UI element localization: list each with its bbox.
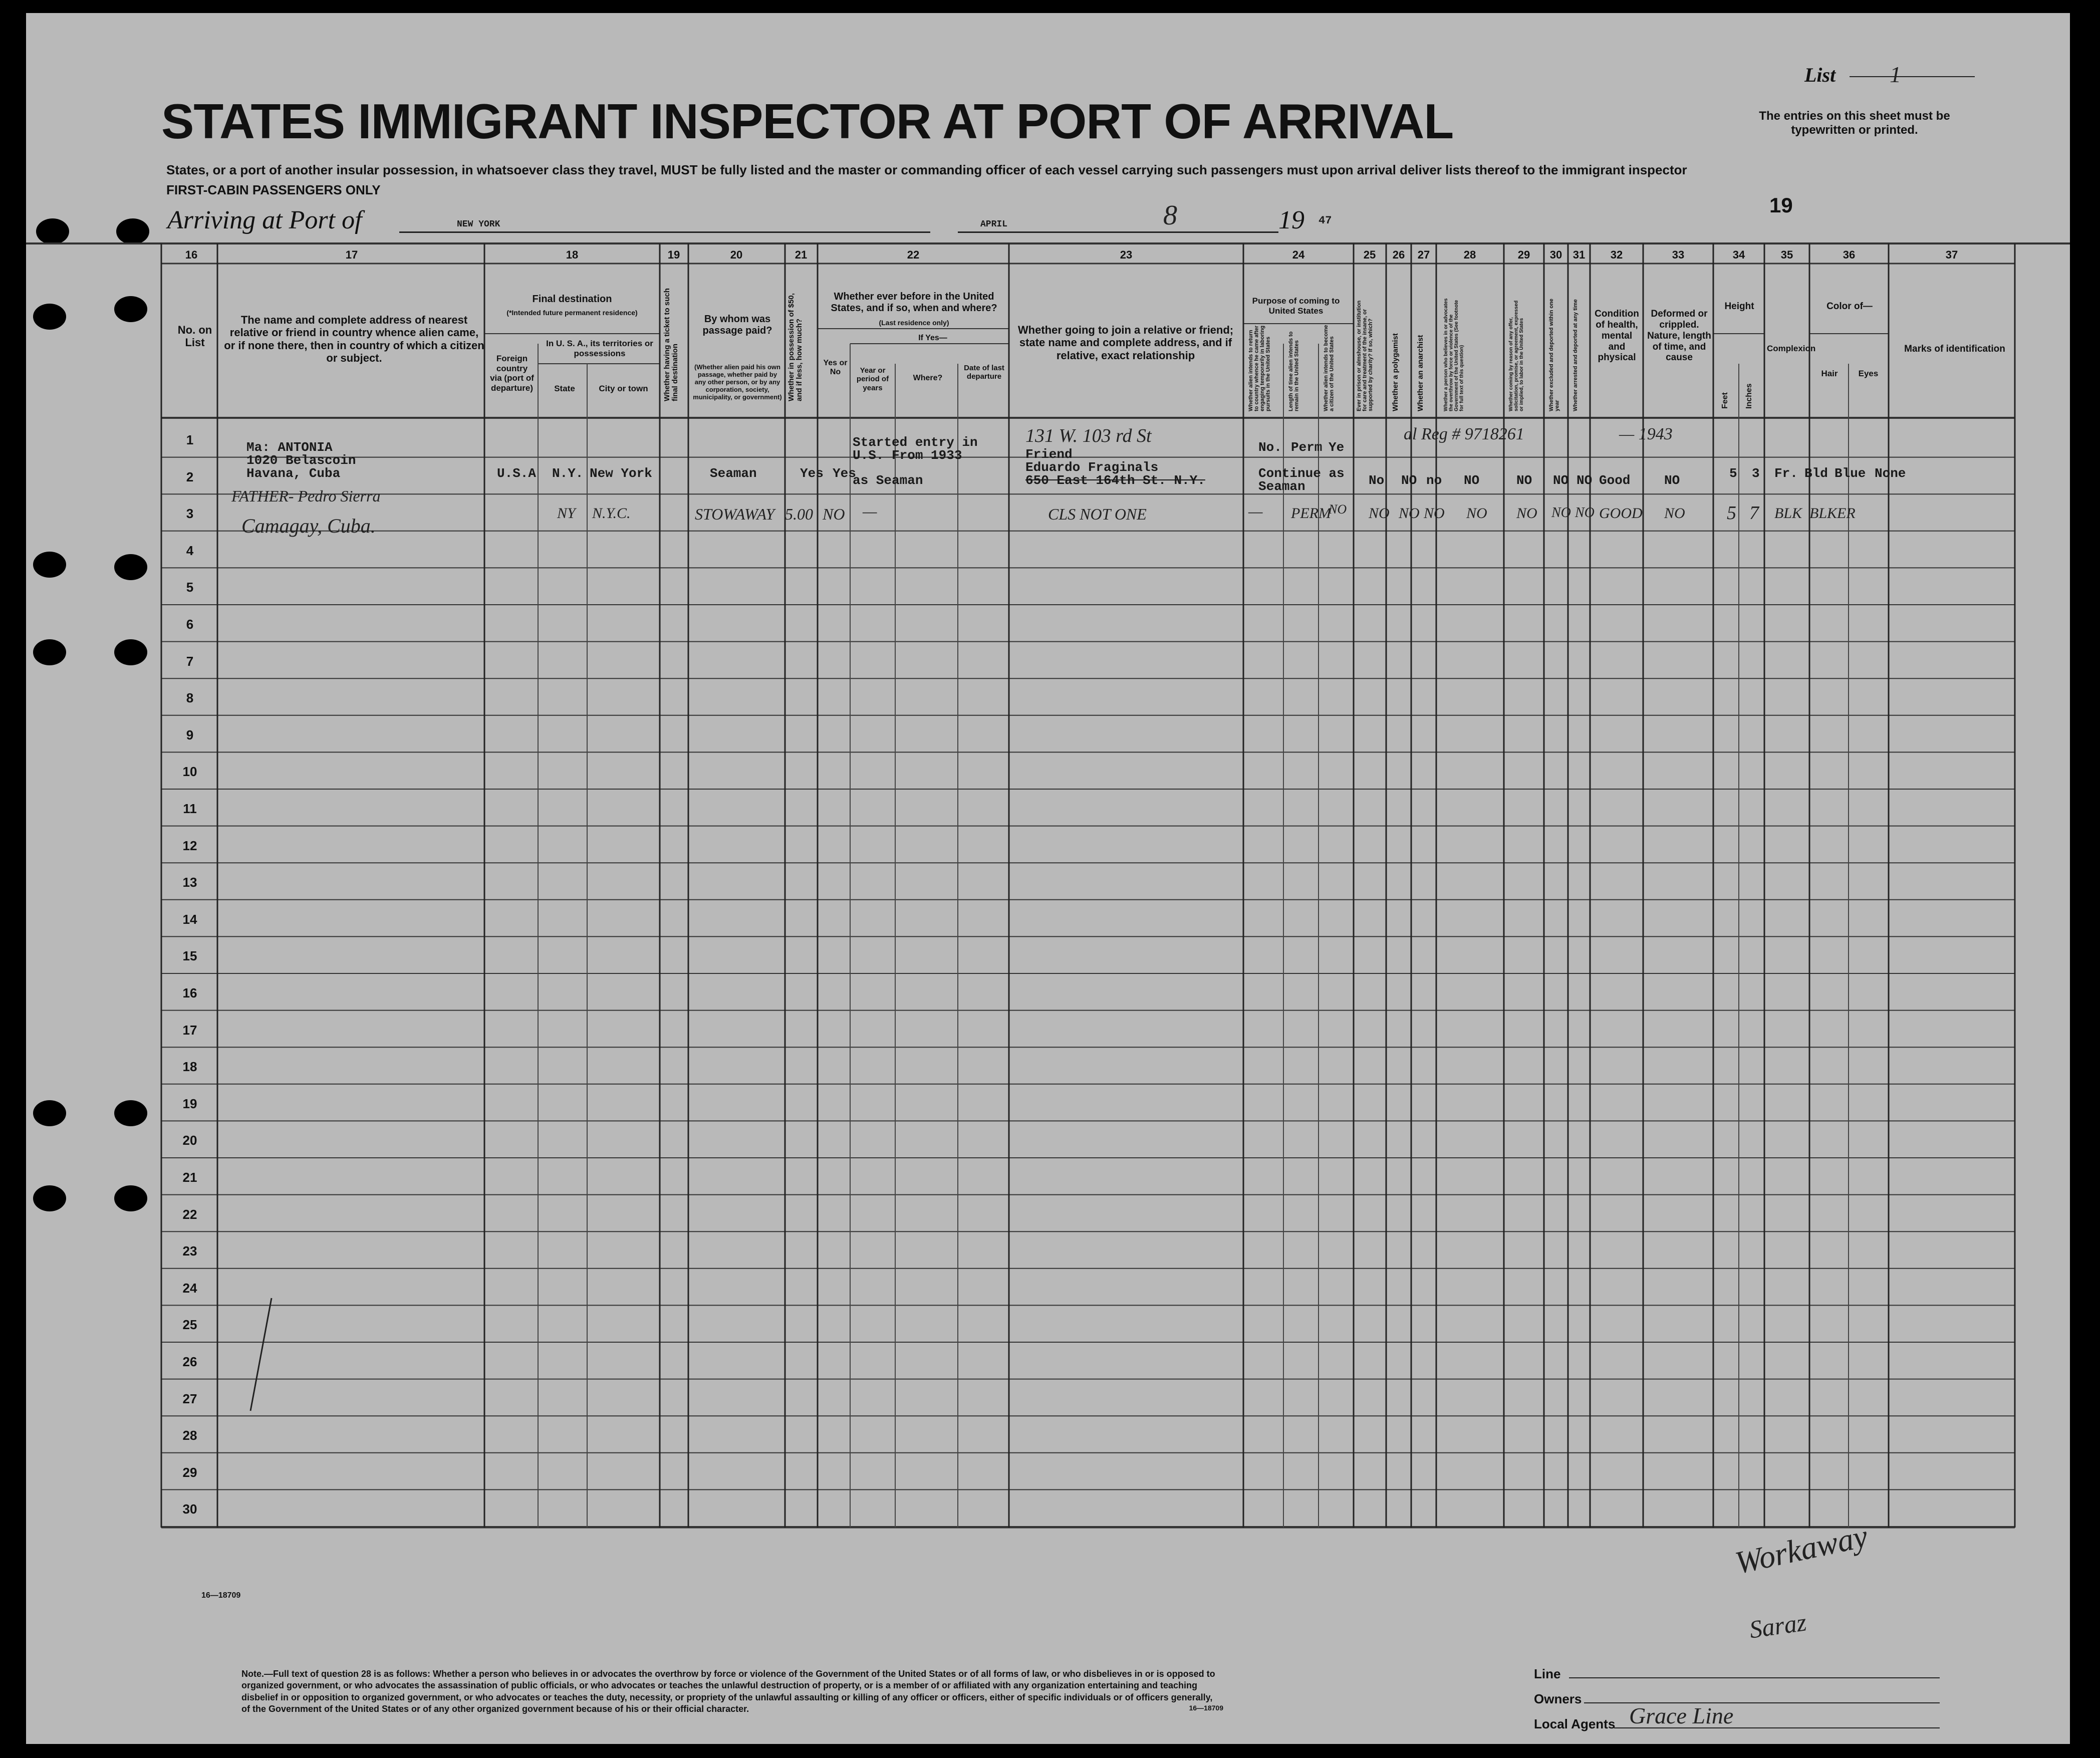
- header-col17: The name and complete address of nearest relative or friend in country whence alien came, or if none there, then in country of which a citizen or subject.: [224, 314, 484, 364]
- row-number: 29: [182, 1464, 197, 1480]
- entry1-money: Yes: [833, 466, 856, 481]
- row-number: 8: [186, 690, 194, 706]
- header-col18-state: State: [554, 384, 575, 393]
- entry1-join-1: Friend: [1025, 447, 1073, 462]
- header-col25: Ever in prison or almshouse, or institution for care and treatment of the insane, or supported by charity? If so, which?: [1356, 300, 1374, 411]
- header-col20-sub: (Whether alien paid his own passage, whether paid by any other person, or by any corporation, society, municipality, or government): [693, 363, 782, 401]
- row-number: 5: [186, 580, 194, 595]
- header-col22-year: Year or period of years: [856, 366, 889, 392]
- column-number: 34: [1732, 248, 1745, 261]
- header-col32: Condition of health, mental and physical: [1595, 309, 1639, 363]
- table-grid: [26, 13, 2070, 1744]
- entry1-health: Good: [1599, 473, 1631, 488]
- column-number: 30: [1549, 248, 1562, 261]
- entry2-q30: NO: [1551, 505, 1571, 521]
- header-col21: Whether in possession of $50, and if less, how much?: [787, 293, 804, 401]
- header-col18-sub: (*Intended future permanent residence): [506, 309, 638, 317]
- entry1-address1: 1020 Belascoin: [246, 453, 356, 468]
- header-col30: Whether excluded and deported within one year: [1548, 299, 1560, 411]
- row-number: 9: [186, 727, 194, 742]
- entry2-hair: BLK: [1809, 505, 1838, 522]
- header-col27: Whether an anarchist: [1416, 335, 1425, 411]
- class-line: FIRST-CABIN PASSENGERS ONLY: [166, 182, 381, 197]
- entry1-q28: NO: [1464, 473, 1480, 488]
- header-col18: Final destination: [532, 294, 612, 305]
- header-col22: Whether ever before in the United States, and if so, when and where?: [831, 291, 997, 314]
- row-number: 12: [182, 838, 197, 853]
- entry1-q27: no: [1426, 473, 1442, 488]
- entry1-purpose-a: No.: [1258, 440, 1282, 455]
- row-number: 23: [182, 1243, 197, 1259]
- list-number: 1: [1890, 62, 1901, 87]
- column-number: 18: [566, 248, 579, 261]
- header-col29: Whether coming by reason of any offer, solicitation, promise, or agreement, expressed or implied, to labor in the United States: [1508, 300, 1524, 411]
- row-number: 20: [182, 1133, 197, 1148]
- entry1-deformed: NO: [1664, 473, 1680, 488]
- row-number: 1: [186, 432, 194, 447]
- annotation-workaway: Workaway: [1732, 1518, 1871, 1581]
- row-number: 25: [182, 1317, 197, 1333]
- entry2-passage: STOWAWAY: [695, 505, 775, 523]
- header-col33: Deformed or crippled. Nature, length of time, and cause: [1647, 309, 1711, 363]
- header-col24: Purpose of coming to United States: [1252, 296, 1340, 316]
- typewritten-instruction: The entries on this sheet must be typewritten or printed.: [1759, 109, 1950, 137]
- entry2-deformed: NO: [1664, 505, 1685, 522]
- agents-label: Local Agents: [1534, 1716, 1616, 1731]
- owners-label: Owners: [1534, 1691, 1582, 1706]
- header-col22-sub: (Last residence only): [879, 319, 949, 327]
- entry1-dest-city: New York: [590, 466, 652, 481]
- port-value: NEW YORK: [457, 219, 500, 229]
- entry1-passage: Seaman: [710, 466, 757, 481]
- entry1-feet: 5: [1729, 466, 1737, 481]
- footnote-q28: [241, 1668, 1223, 1715]
- footnote-form: 16—18709: [1189, 1704, 1223, 1712]
- entry1-ticket: Yes: [800, 466, 824, 481]
- column-number: 25: [1363, 248, 1376, 261]
- column-number: 23: [1120, 248, 1133, 261]
- column-number: 31: [1572, 248, 1586, 261]
- column-number: 19: [667, 248, 680, 261]
- header-col22-ifyes: If Yes—: [918, 334, 947, 342]
- entry1-join-2: Eduardo Fraginals: [1025, 460, 1159, 475]
- entry2-q28: NO: [1466, 505, 1487, 522]
- entry2-purpose: PERM: [1291, 505, 1331, 522]
- column-number: 27: [1417, 248, 1430, 261]
- header-col18-foreign: Foreign country via (port of departure): [490, 354, 534, 393]
- column-number: 33: [1672, 248, 1685, 261]
- form-number: 16—18709: [201, 1591, 241, 1600]
- entry1-purpose-c: Ye: [1329, 440, 1345, 455]
- header-col22-yesno: Yes or No: [823, 359, 848, 377]
- header-col24-c: Whether alien intends to become a citizen of the United States: [1323, 325, 1335, 411]
- header-col22-where: Where?: [913, 374, 943, 382]
- column-number: 21: [795, 248, 808, 261]
- header-col34-feet: Feet: [1721, 392, 1729, 409]
- row-number: 13: [182, 875, 197, 890]
- corner-year: 19: [1769, 193, 1793, 217]
- entry2-city: N.Y.C.: [592, 505, 631, 522]
- entry1-q29: NO: [1516, 473, 1532, 488]
- row-number: 6: [186, 617, 194, 632]
- entry2-purpose-c: NO: [1329, 502, 1347, 517]
- column-number: 29: [1517, 248, 1530, 261]
- entry1-q26: NO: [1401, 473, 1417, 488]
- entry2-q31: NO: [1575, 505, 1595, 521]
- header-col16: No. on List: [177, 324, 212, 349]
- entry1-purpose-b: Perm: [1291, 440, 1323, 455]
- entry1-join-3: 650 East 164th St. N.Y.: [1025, 473, 1205, 488]
- entry1-q30: NO: [1553, 473, 1569, 488]
- header-col22-date: Date of last departure: [964, 364, 1004, 381]
- arriving-label: Arriving at Port of: [167, 206, 362, 234]
- line-label: Line: [1534, 1666, 1561, 1681]
- entry2-before-dash: —: [863, 502, 877, 520]
- footnote-text: Note.—Full text of question 28 is as follows: Whether a person who believes in or advocates the overthrow by force or violence of the Government of the United States or of all forms of law, or who disbelieves in or is opposed to organized government, or who advocates the assassination of public officials, or who advocates or teaches the unlawful destruction of property, or is a member of or affiliated with any organization entertaining and teaching disbelief in or opposition to organized government, or who advocates or teaches the duty, necessity, or propriety of the unlawful assaulting or killing of any officer or officers, either of specific individuals or of officers generally, of the Government of the United States or of any other organized government because of his or their official character.: [241, 1669, 1215, 1714]
- entry1-eyes: Blue: [1834, 466, 1866, 481]
- entry2-relative: FATHER- Pedro Sierra: [231, 487, 381, 505]
- row-number: 7: [186, 653, 194, 669]
- row-number: 15: [182, 948, 197, 964]
- header-col24-a: Whether alien intends to return to country whence he came after engaging temporarily in laboring pursuits in the United States: [1248, 325, 1271, 411]
- row-number: 28: [182, 1428, 197, 1443]
- column-number: 20: [730, 248, 743, 261]
- header-col34-inches: Inches: [1745, 383, 1753, 409]
- header-col37: Marks of identification: [1904, 344, 2005, 354]
- year-suffix: 47: [1319, 214, 1332, 227]
- entry1-hand-codes: al Reg # 9718261: [1404, 425, 1524, 443]
- pen-mark: [246, 1296, 277, 1416]
- entry2-inches: 7: [1749, 503, 1759, 524]
- page-subtitle: States, or a port of another insular possession, in whatsoever class they travel, MUST be fully listed and the master or commanding officer of each vessel carrying such passengers must upon arrival deliver lists thereof to the immigrant inspector: [166, 162, 1687, 177]
- row-number: 14: [182, 911, 197, 927]
- entry2-before: NO: [823, 505, 845, 523]
- row-number: 2: [186, 469, 194, 484]
- header-col36: Color of—: [1826, 301, 1873, 312]
- entry2-money: 5.00: [785, 505, 813, 523]
- header-col18-usa: In U. S. A., its territories or possessions: [546, 339, 653, 358]
- entry1-name: Ma: ANTONIA: [246, 440, 333, 455]
- entry2-eyes: ER: [1837, 505, 1856, 522]
- row-number: 27: [182, 1391, 197, 1406]
- row-number: 26: [182, 1354, 197, 1369]
- month-value: APRIL: [980, 219, 1008, 229]
- header-col34: Height: [1724, 301, 1754, 312]
- row-number: 16: [182, 985, 197, 1000]
- header-col36-hair: Hair: [1821, 369, 1838, 378]
- header-col19: Whether having a ticket to such final destination: [663, 288, 679, 401]
- row-number: 22: [182, 1206, 197, 1222]
- column-number: 16: [185, 248, 198, 261]
- header-col24-b: Length of time alien intends to remain in the United States: [1288, 331, 1300, 411]
- column-number: 28: [1463, 248, 1476, 261]
- list-label: List: [1804, 64, 1836, 86]
- agent-signature: Grace Line: [1629, 1703, 1734, 1728]
- entry1-hand-year: — 1943: [1619, 425, 1673, 443]
- entry1-purpose-note1: Continue as: [1258, 466, 1345, 481]
- row-number: 19: [182, 1096, 197, 1111]
- entry1-dest-state: N.Y.: [552, 466, 584, 481]
- header-col36-eyes: Eyes: [1858, 369, 1879, 378]
- row-number: 21: [182, 1170, 197, 1185]
- column-number: 17: [345, 248, 358, 261]
- entry2-q29: NO: [1516, 505, 1537, 522]
- column-number: 37: [1945, 248, 1958, 261]
- year-prefix: 19: [1278, 206, 1304, 234]
- entry2-purpose-dash: —: [1248, 502, 1263, 520]
- day-value: 8: [1163, 200, 1177, 231]
- entry2-q27: NO: [1424, 505, 1445, 522]
- page-title: STATES IMMIGRANT INSPECTOR AT PORT OF ARRIVAL: [161, 94, 1454, 149]
- row-number: 24: [182, 1280, 197, 1296]
- column-number: 24: [1292, 248, 1305, 261]
- column-number: 32: [1610, 248, 1623, 261]
- entry2-state: NY: [557, 505, 576, 522]
- column-number: 26: [1392, 248, 1405, 261]
- entry2-q26: NO: [1399, 505, 1420, 522]
- entry1-hair: Bld: [1804, 466, 1828, 481]
- entry1-q25: No: [1369, 473, 1385, 488]
- entry2-health: GOOD: [1599, 505, 1643, 522]
- header-col18-city: City or town: [599, 384, 648, 393]
- entry1-before-2: U.S. From 1933: [853, 448, 962, 463]
- column-number: 36: [1843, 248, 1856, 261]
- annotation-initials: Saraz: [1747, 1608, 1808, 1644]
- header-col20: By whom was passage paid?: [702, 314, 772, 336]
- header-col35: Complexion: [1767, 344, 1816, 353]
- entry1-address2: Havana, Cuba: [246, 466, 341, 481]
- entry1-hand-address: 131 W. 103 rd St: [1025, 425, 1152, 446]
- entry1-before-1: Started entry in: [853, 435, 978, 450]
- entry2-join: CLS NOT ONE: [1048, 505, 1147, 523]
- line-underline: [1569, 1677, 1940, 1678]
- entry1-complexion: Fr.: [1774, 466, 1798, 481]
- row-number: 18: [182, 1059, 197, 1075]
- row-number: 10: [182, 764, 197, 780]
- row-number: 11: [183, 801, 197, 816]
- header-col28: Whether a person who believes in or advocates the overthrow by force or violence of the Government of the United States (See footnote for full text of this question): [1443, 298, 1465, 411]
- row-number: 30: [182, 1501, 197, 1517]
- entry1-q31: NO: [1577, 473, 1593, 488]
- row-number: 3: [186, 506, 194, 522]
- entry2-place: Camagay, Cuba.: [241, 515, 376, 537]
- header-col31: Whether arrested and deported at any time: [1572, 299, 1579, 411]
- row-number: 4: [186, 543, 194, 558]
- entry1-inches: 3: [1752, 466, 1760, 481]
- entry1-before-3: as Seaman: [853, 473, 923, 488]
- entry2-feet: 5: [1727, 503, 1736, 524]
- header-col26: Whether a polygamist: [1391, 333, 1400, 411]
- column-number: 35: [1780, 248, 1793, 261]
- manifest-sheet: [26, 13, 2070, 1744]
- entry1-dest-country: U.S.A: [497, 466, 537, 481]
- row-number: 17: [182, 1022, 197, 1038]
- header-col23: Whether going to join a relative or friend; state name and complete address, and if relative, exact relationship: [1017, 324, 1234, 362]
- entry1-marks: None: [1875, 466, 1906, 481]
- entry2-q25: NO: [1369, 505, 1390, 522]
- column-number: 22: [907, 248, 920, 261]
- entry1-purpose-note2: Seaman: [1258, 479, 1305, 494]
- entry2-complexion: BLK: [1774, 505, 1802, 522]
